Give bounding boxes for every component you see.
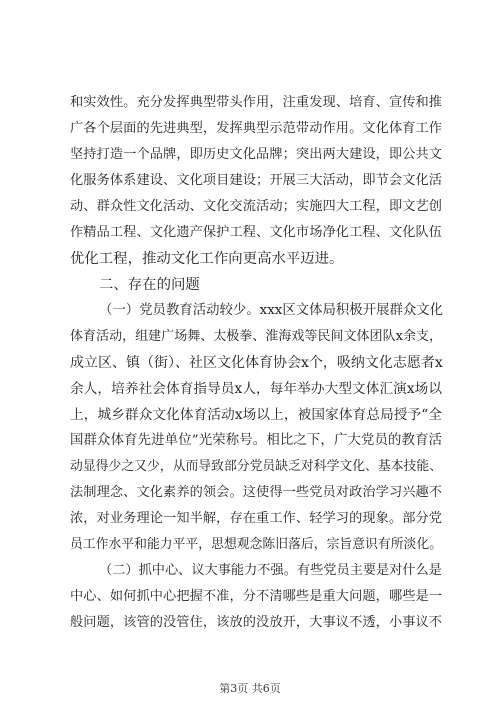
paragraph-line: 优化工程，推动文化工作向更高水平迈进。: [70, 251, 344, 267]
paragraph-line: 和实效性。充分发挥典型带头作用，注重发现、培育、宣传和推: [70, 95, 442, 110]
paragraph-line: （一）党员教育活动较少。xxx区文体局积极开展群众文化: [99, 303, 444, 318]
paragraph-line: 般问题，该管的没管住，该放的没放开，大事议不透，小事议不: [70, 615, 442, 630]
paragraph-line: 广各个层面的先进典型，发挥典型示范带动作用。文化体育工作: [70, 121, 442, 136]
paragraph-line: 化服务体系建设、文化项目建设；开展三大活动，即节会文化活: [70, 173, 442, 188]
paragraph-line: 坚持打造一个品牌，即历史文化品牌；突出两大建设，即公共文: [70, 147, 442, 162]
paragraph-line: 动显得少之又少，从而导致部分党员缺乏对科学文化、基本技能、: [70, 459, 442, 474]
paragraph-line: 国群众体育先进单位”光荣称号。相比之下，广大党员的教育活: [70, 433, 442, 448]
paragraph-line: 动、群众性文化活动、文化交流活动；实施四大工程，即文艺创: [70, 199, 442, 214]
paragraph-line: 余人，培养社会体育指导员x人，每年举办大型文体汇演x场以: [70, 381, 442, 397]
paragraph-line: 员工作水平和能力平平，思想观念陈旧落后，宗旨意识有所淡化。: [70, 537, 442, 552]
paragraph-line: （二）抓中心、议大事能力不强。有些党员主要是对什么是: [99, 563, 442, 578]
paragraph-line: 中心、如何抓中心把握不准，分不清哪些是重大问题，哪些是一: [70, 589, 442, 604]
page-footer: 第3页 共6页: [219, 682, 281, 695]
section-heading: 二、存在的问题: [99, 277, 200, 293]
paragraph-line: 上，城乡群众文化体育活动x场以上，被国家体育总局授予“全: [70, 407, 442, 423]
paragraph-line: 作精品工程、文化遗产保护工程、文化市场净化工程、文化队伍: [70, 225, 442, 240]
paragraph-line: 体育活动，组建广场舞、太极拳、淮海戏等民间文体团队x余支，: [70, 329, 442, 344]
paragraph-line: 法制理念、文化素养的领会。这使得一些党员对政治学习兴趣不: [70, 485, 442, 500]
document-body: [70, 90, 442, 636]
paragraph-line: 浓，对业务理论一知半解，存在重工作、轻学习的现象。部分党: [70, 511, 442, 526]
paragraph-line: 成立区、镇（街）、社区文化体育协会x个，吸纳文化志愿者x: [70, 355, 443, 371]
